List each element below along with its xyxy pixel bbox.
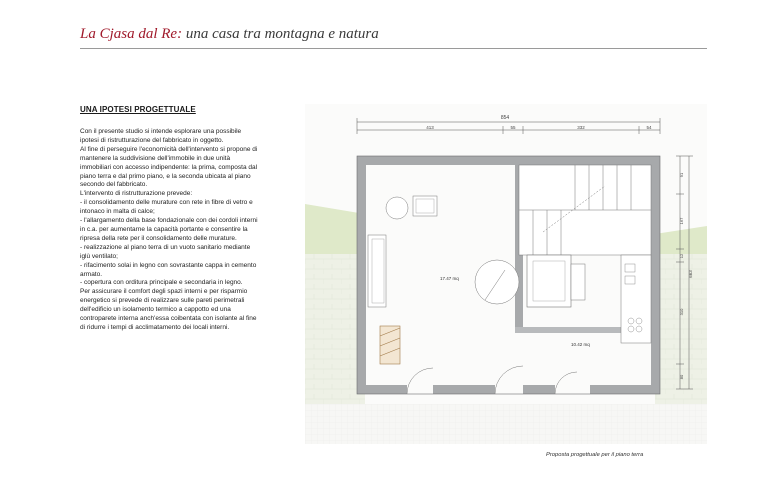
room-area-living: 17.47 mq — [440, 276, 459, 281]
dimension-vertical: 91 — [679, 172, 684, 178]
paragraph: Con il presente studio si intende esplorare una possibile ipotesi di ristrutturazione del fabbricato in oggetto. — [80, 128, 242, 144]
paragraph: - l'allargamento della base fondazionale con dei cordoli interni in c.a. per aumentarne la capacità portante e consentire la ripresa della rete per il consolidamento delle murature. — [80, 217, 258, 242]
page-header — [80, 26, 379, 43]
paragraph: Per assicurare il comfort degli spazi interni e per risparmio energetico si prevede di realizzare sulle pareti perimetrali dell'edificio un isolamento termico a cappotto ed una controparete interna anch'essa coibentata con isolante al fine di ridurre i tempi di acclimatamento dei locali interni. — [80, 288, 257, 331]
stone-right — [655, 254, 707, 404]
header-title-rest: una casa tra montagna e natura — [182, 26, 379, 42]
dimension-vertical: 12 — [679, 253, 684, 259]
section-body — [80, 128, 260, 333]
sofa — [368, 235, 386, 307]
kitchen-chair — [571, 264, 585, 300]
dimension-vertical: 167 — [679, 217, 684, 225]
dimension-vertical: 80 — [679, 374, 684, 380]
paragraph: - realizzazione al piano terra di un vuoto sanitario mediante iglù ventilato; — [80, 243, 251, 260]
floor-plan-drawing — [305, 104, 707, 444]
paragraph: L'intervento di ristrutturazione prevede: — [80, 190, 193, 198]
dimension-segment: 332 — [577, 125, 585, 130]
dimension-total: 854 — [500, 115, 510, 121]
dimension-vertical: 310 — [679, 308, 684, 316]
dimension-segment: 55 — [510, 125, 516, 130]
paragraph: - il consolidamento delle murature con rete in fibre di vetro e intonaco in malta di calce; — [80, 199, 253, 216]
room-area-kitchen: 10.42 mq — [571, 342, 590, 347]
section-title: UNA IPOTESI PROGETTUALE — [80, 105, 196, 114]
dimension-segment: 54 — [646, 125, 652, 130]
paragraph: - rifacimento solai in legno con sovrastante cappa in cemento armato. — [80, 261, 257, 278]
ground-grid — [305, 404, 707, 444]
dimension-segment: 413 — [426, 125, 434, 130]
dimension-vertical-total: 663 — [688, 270, 693, 278]
header-divider — [80, 48, 707, 49]
paragraph: - copertura con orditura principale e secondaria in legno. — [80, 279, 243, 287]
round-table — [386, 197, 408, 219]
stone-left — [305, 254, 365, 404]
paragraph: Al fine di perseguire l'economicità dell'intervento si propone di mantenere la suddivisione dell'immobile in due unità immobiliari con accesso indipendente: la prima, composta dal piano terra e dal primo piano, e la seconda ubicata al piano secondo del fabbricato. — [80, 145, 258, 189]
header-title-accent: La Cjasa dal Re: — [80, 26, 183, 42]
kitchen-island — [527, 255, 571, 307]
figure-caption: Proposta progettuale per il piano terra — [546, 452, 644, 458]
staircase — [519, 165, 651, 255]
